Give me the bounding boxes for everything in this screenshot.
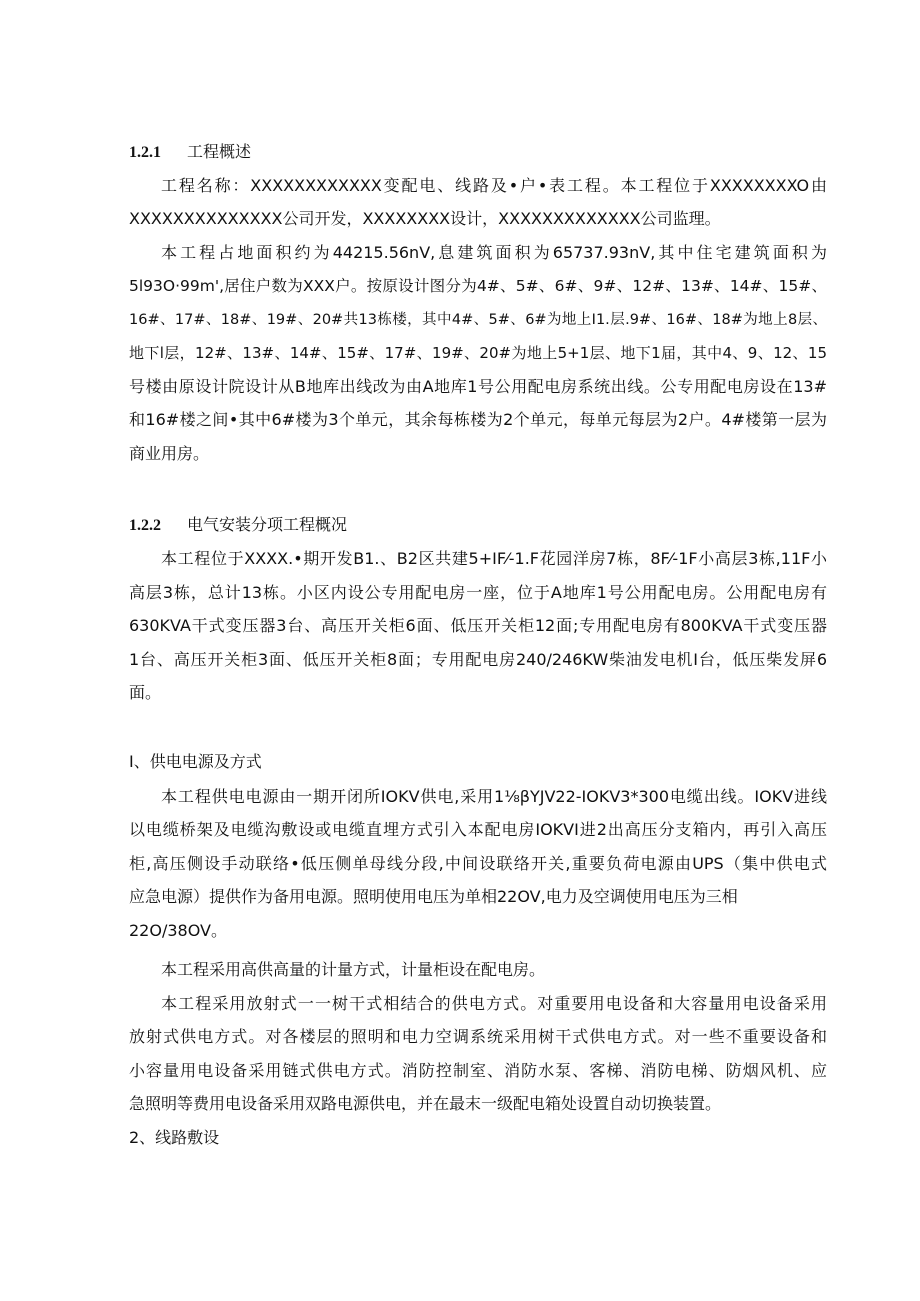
subsection-heading-wiring: 2、线路敷设 [129, 1128, 220, 1147]
paragraph-line: 1台、高压开关柜3面、低压开关柜8面；专用配电房240/246KW柴油发电机I台，低压柴发屏6 [129, 650, 827, 669]
section-number: 1.2.2 [129, 517, 161, 534]
paragraph-line: 本工程供电电源由一期开闭所IOKV供电,采用1⅛βYJV22-IOKV3*300电缆出线。IOKV进线 [161, 787, 827, 806]
paragraph-line: 630KVA干式变压器3台、高压开关柜6面、低压开关柜12面;专用配电房有800KVA干式变压器 [129, 616, 827, 635]
paragraph-line: 以电缆桥架及电缆沟敷设或电缆直埋方式引入本配电房IOKVI进2出高压分支箱内，再引入高压 [129, 820, 827, 839]
paragraph-line: 小容量用电设备采用链式供电方式。消防控制室、消防水泵、客梯、消防电梯、防烟风机、应 [129, 1061, 827, 1080]
paragraph-line: 高层3栋，总计13栋。小区内设公专用配电房一座，位于A地库1号公用配电房。公用配电房有 [129, 583, 827, 602]
paragraph-line: 急照明等费用电设备采用双路电源供电，并在最末一级配电箱处设置自动切换装置。 [129, 1094, 722, 1113]
paragraph-line: 商业用房。 [129, 444, 210, 463]
paragraph-line: 地下l层，12#、13#、14#、15#、17#、19#、20#为地上5+1层、地下1届，其中4、9、12、15 [129, 344, 827, 362]
section-title: 工程概述 [187, 142, 252, 161]
paragraph-line: XXXXXXXXXXXXXX公司开发，XXXXXXXX设计，XXXXXXXXXXXXX公司监理。 [129, 209, 721, 228]
paragraph-line: 和16#楼之间•其中6#楼为3个单元，其余每栋楼为2个单元，每单元每层为2户。4#楼第一层为 [129, 410, 827, 429]
paragraph-line: 柜,高压侧设手动联络•低压侧单母线分段,中间设联络开关,重要负荷电源由UPS（集中供电式 [129, 854, 827, 873]
paragraph-line: 工程名称：XXXXXXXXXXXX变配电、线路及•户•表工程。本工程位于XXXXXXXXO由 [161, 176, 827, 195]
section-heading-1-2-2 [129, 514, 347, 537]
paragraph-line: 22O/38OV。 [129, 921, 227, 940]
paragraph-line: 5l93O·99m',居住户数为XXX户。按原设计图分为4#、5#、6#、9#、12#、13#、14#、15#、 [129, 277, 827, 295]
paragraph-line: 本工程位于XXXX.•期开发B1.、B2区共建5+IF⁄-1.F花园洋房7栋，8F⁄-1F小高层3栋,11F小 [161, 549, 827, 568]
section-heading-1-2-1 [129, 141, 251, 164]
paragraph-line: 本工程采用高供高量的计量方式，计量柜设在配电房。 [161, 960, 546, 979]
paragraph-line: 放射式供电方式。对各楼层的照明和电力空调系统采用树干式供电方式。对一些不重要设备和 [129, 1027, 827, 1046]
subsection-heading-power: I、供电电源及方式 [129, 752, 262, 771]
paragraph-line: 应急电源）提供作为备用电源。照明使用电压为单相22OV,电力及空调使用电压为三相 [129, 887, 738, 906]
paragraph-line: 本工程占地面积约为44215.56nV,息建筑面积为65737.93nV,其中住宅建筑面积为 [161, 243, 827, 262]
section-title: 电气安装分项工程概况 [187, 515, 348, 534]
paragraph-line: 本工程采用放射式一一树干式相结合的供电方式。对重要用电设备和大容量用电设备采用 [161, 994, 827, 1013]
paragraph-line: 号楼由原设计院设计从B地库出线改为由A地库1号公用配电房系统出线。公专用配电房设在13# [129, 377, 827, 396]
section-number: 1.2.1 [129, 144, 161, 161]
paragraph-line: 16#、17#、18#、19#、20#共13栋楼，其中4#、5#、6#为地上I1.层.9#、16#、18#为地上8层、 [129, 312, 827, 328]
paragraph-line: 面。 [129, 683, 162, 702]
